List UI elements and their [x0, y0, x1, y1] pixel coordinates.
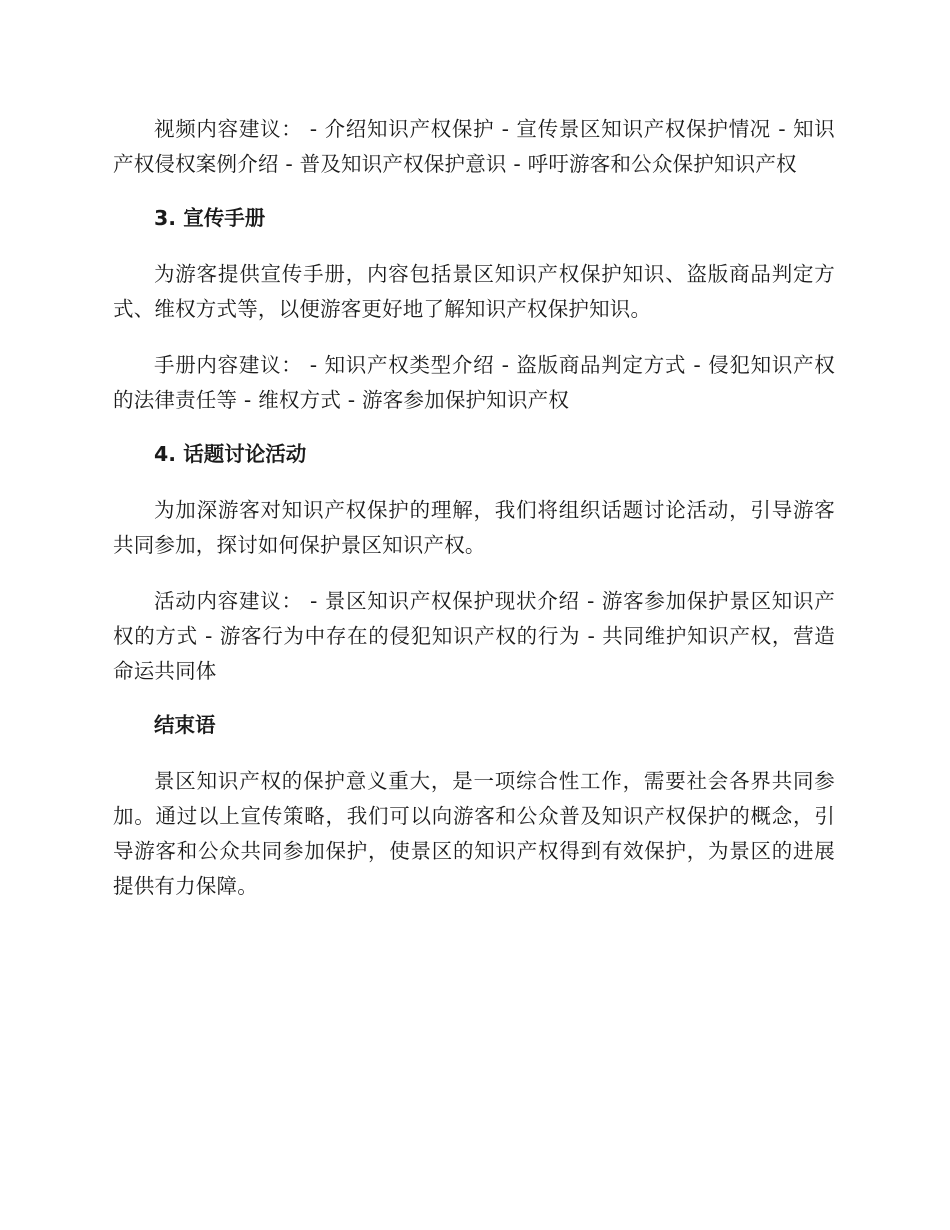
- activity-content-suggestions: 活动内容建议： - 景区知识产权保护现状介绍 - 游客参加保护景区知识产权的方式 - 游客行为中存在的侵犯知识产权的行为 - 共同维护知识产权，营造命运共同体: [113, 589, 835, 683]
- discussion-description: 为加深游客对知识产权保护的理解，我们将组织话题讨论活动，引导游客共同参加，探讨如何保护景区知识产权。: [113, 498, 835, 557]
- brochure-description: 为游客提供宣传手册，内容包括景区知识产权保护知识、盗版商品判定方式、维权方式等，以便游客更好地了解知识产权保护知识。: [113, 262, 835, 321]
- conclusion-paragraph: 景区知识产权的保护意义重大，是一项综合性工作，需要社会各界共同参加。通过以上宣传策略，我们可以向游客和公众普及知识产权保护的概念，引导游客和公众共同参加保护，使景区的知识产权得到有效保护，为景区的进展提供有力保障。: [113, 769, 835, 898]
- section-heading-brochure: 3. 宣传手册: [154, 206, 266, 230]
- video-content-suggestions: 视频内容建议： - 介绍知识产权保护 - 宣传景区知识产权保护情况 - 知识产权侵权案例介绍 - 普及知识产权保护意识 - 呼吁游客和公众保护知识产权: [113, 117, 835, 176]
- section-heading-discussion: 4. 话题讨论活动: [154, 442, 307, 466]
- brochure-content-suggestions: 手册内容建议： - 知识产权类型介绍 - 盗版商品判定方式 - 侵犯知识产权的法律责任等 - 维权方式 - 游客参加保护知识产权: [113, 353, 835, 412]
- document-page: [113, 112, 835, 904]
- section-heading-conclusion: 结束语: [154, 713, 216, 737]
